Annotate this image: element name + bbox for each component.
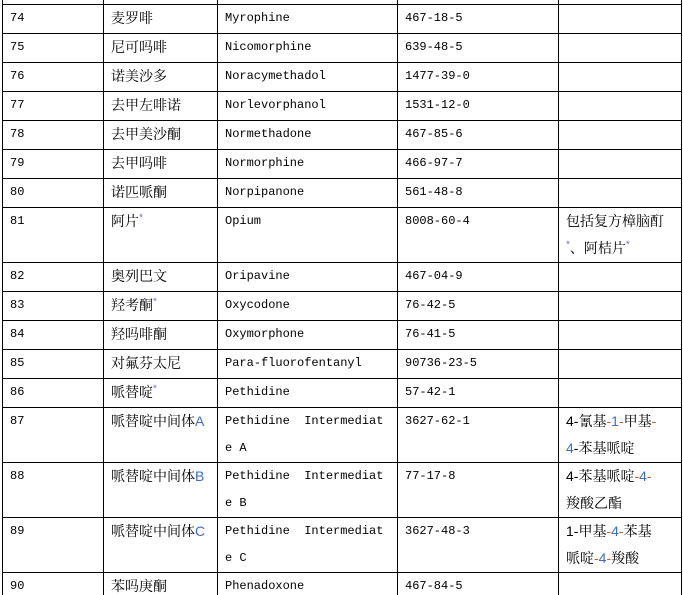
cell-number: 83 <box>3 291 104 320</box>
cell-chinese-name: 阿片* <box>104 207 218 262</box>
cell-chinese-name: 哌替啶中间体A <box>104 407 218 462</box>
table-row <box>3 149 682 178</box>
cell-number: 85 <box>3 349 104 378</box>
cell-cas-number: 467-18-5 <box>398 4 559 33</box>
cell-note <box>559 378 682 407</box>
cell-chinese-name: 对氟芬太尼 <box>104 349 218 378</box>
cell-chinese-name: 羟考酮* <box>104 291 218 320</box>
cell-note <box>559 572 682 595</box>
cell-note <box>559 349 682 378</box>
cell-note: 4-苯基哌啶-4- 羧酸乙酯 <box>559 462 682 517</box>
cell-english-name: Opium <box>218 207 398 262</box>
cell-english-name: Normethadone <box>218 120 398 149</box>
cell-number: 84 <box>3 320 104 349</box>
cell-english-name: Myrophine <box>218 4 398 33</box>
cell-number: 90 <box>3 572 104 595</box>
cell-english-name: Norpipanone <box>218 178 398 207</box>
cell-english-name: Pethidine <box>218 378 398 407</box>
table-row <box>3 62 682 91</box>
cell-cas-number: 467-85-6 <box>398 120 559 149</box>
cell-number: 81 <box>3 207 104 262</box>
cell-english-name: Oripavine <box>218 262 398 291</box>
cell-number: 87 <box>3 407 104 462</box>
cell-english-name: Norlevorphanol <box>218 91 398 120</box>
cell-cas-number: 466-97-7 <box>398 149 559 178</box>
table-row <box>3 378 682 407</box>
cell-note: 1-甲基-4-苯基 哌啶-4-羧酸 <box>559 517 682 572</box>
cell-english-name: Pethidine Intermediat e A <box>218 407 398 462</box>
cell-number: 89 <box>3 517 104 572</box>
cell-english-name: Normorphine <box>218 149 398 178</box>
table-row <box>3 262 682 291</box>
table-body <box>3 0 682 595</box>
table-row <box>3 91 682 120</box>
table-row <box>3 207 682 262</box>
cell-note <box>559 33 682 62</box>
table-row <box>3 407 682 462</box>
table-row <box>3 462 682 517</box>
cell-chinese-name: 诺美沙多 <box>104 62 218 91</box>
cell-cas-number: 76-42-5 <box>398 291 559 320</box>
table-row <box>3 120 682 149</box>
cell-chinese-name: 尼可吗啡 <box>104 33 218 62</box>
cell-note: 包括复方樟脑酊 *、阿桔片* <box>559 207 682 262</box>
cell-chinese-name: 哌替啶中间体B <box>104 462 218 517</box>
cell-number: 75 <box>3 33 104 62</box>
cell-cas-number: 8008-60-4 <box>398 207 559 262</box>
cell-cas-number: 1477-39-0 <box>398 62 559 91</box>
cell-cas-number: 77-17-8 <box>398 462 559 517</box>
cell-note <box>559 149 682 178</box>
cell-chinese-name: 诺匹哌酮 <box>104 178 218 207</box>
table-row <box>3 178 682 207</box>
cell-number: 86 <box>3 378 104 407</box>
cell-cas-number: 3627-62-1 <box>398 407 559 462</box>
cell-english-name: Phenadoxone <box>218 572 398 595</box>
cell-number: 74 <box>3 4 104 33</box>
cell-english-name: Pethidine Intermediat e C <box>218 517 398 572</box>
table-row <box>3 320 682 349</box>
cell-english-name: Nicomorphine <box>218 33 398 62</box>
cell-number: 78 <box>3 120 104 149</box>
cell-cas-number: 467-84-5 <box>398 572 559 595</box>
cell-cas-number: 1531-12-0 <box>398 91 559 120</box>
cell-note <box>559 291 682 320</box>
cell-cas-number: 90736-23-5 <box>398 349 559 378</box>
cell-number: 77 <box>3 91 104 120</box>
cell-note <box>559 62 682 91</box>
cell-cas-number: 467-04-9 <box>398 262 559 291</box>
cell-cas-number: 57-42-1 <box>398 378 559 407</box>
cell-number: 80 <box>3 178 104 207</box>
cell-chinese-name: 去甲美沙酮 <box>104 120 218 149</box>
cell-chinese-name: 羟吗啡酮 <box>104 320 218 349</box>
cell-number: 88 <box>3 462 104 517</box>
cell-note <box>559 4 682 33</box>
cell-chinese-name: 哌替啶中间体C <box>104 517 218 572</box>
cell-english-name: Oxycodone <box>218 291 398 320</box>
cell-cas-number: 561-48-8 <box>398 178 559 207</box>
table-row <box>3 291 682 320</box>
cell-chinese-name: 去甲左啡诺 <box>104 91 218 120</box>
cell-note <box>559 262 682 291</box>
cell-chinese-name: 哌替啶* <box>104 378 218 407</box>
table-row <box>3 4 682 33</box>
cell-note <box>559 178 682 207</box>
cell-english-name: Oxymorphone <box>218 320 398 349</box>
cell-english-name: Pethidine Intermediat e B <box>218 462 398 517</box>
cell-note <box>559 91 682 120</box>
cell-number: 76 <box>3 62 104 91</box>
controlled-substances-table <box>2 0 682 595</box>
cell-cas-number: 639-48-5 <box>398 33 559 62</box>
cell-note <box>559 120 682 149</box>
table-row <box>3 349 682 378</box>
cell-chinese-name: 去甲吗啡 <box>104 149 218 178</box>
cell-english-name: Noracymethadol <box>218 62 398 91</box>
cell-cas-number: 3627-48-3 <box>398 517 559 572</box>
cell-number: 82 <box>3 262 104 291</box>
cell-english-name: Para-fluorofentanyl <box>218 349 398 378</box>
cell-cas-number: 76-41-5 <box>398 320 559 349</box>
table-row <box>3 572 682 595</box>
table-row <box>3 517 682 572</box>
cell-note: 4-氰基-1-甲基- 4-苯基哌啶 <box>559 407 682 462</box>
cell-chinese-name: 麦罗啡 <box>104 4 218 33</box>
cell-number: 79 <box>3 149 104 178</box>
cell-chinese-name: 苯吗庚酮 <box>104 572 218 595</box>
cell-chinese-name: 奥列巴文 <box>104 262 218 291</box>
table-row <box>3 33 682 62</box>
cell-note <box>559 320 682 349</box>
